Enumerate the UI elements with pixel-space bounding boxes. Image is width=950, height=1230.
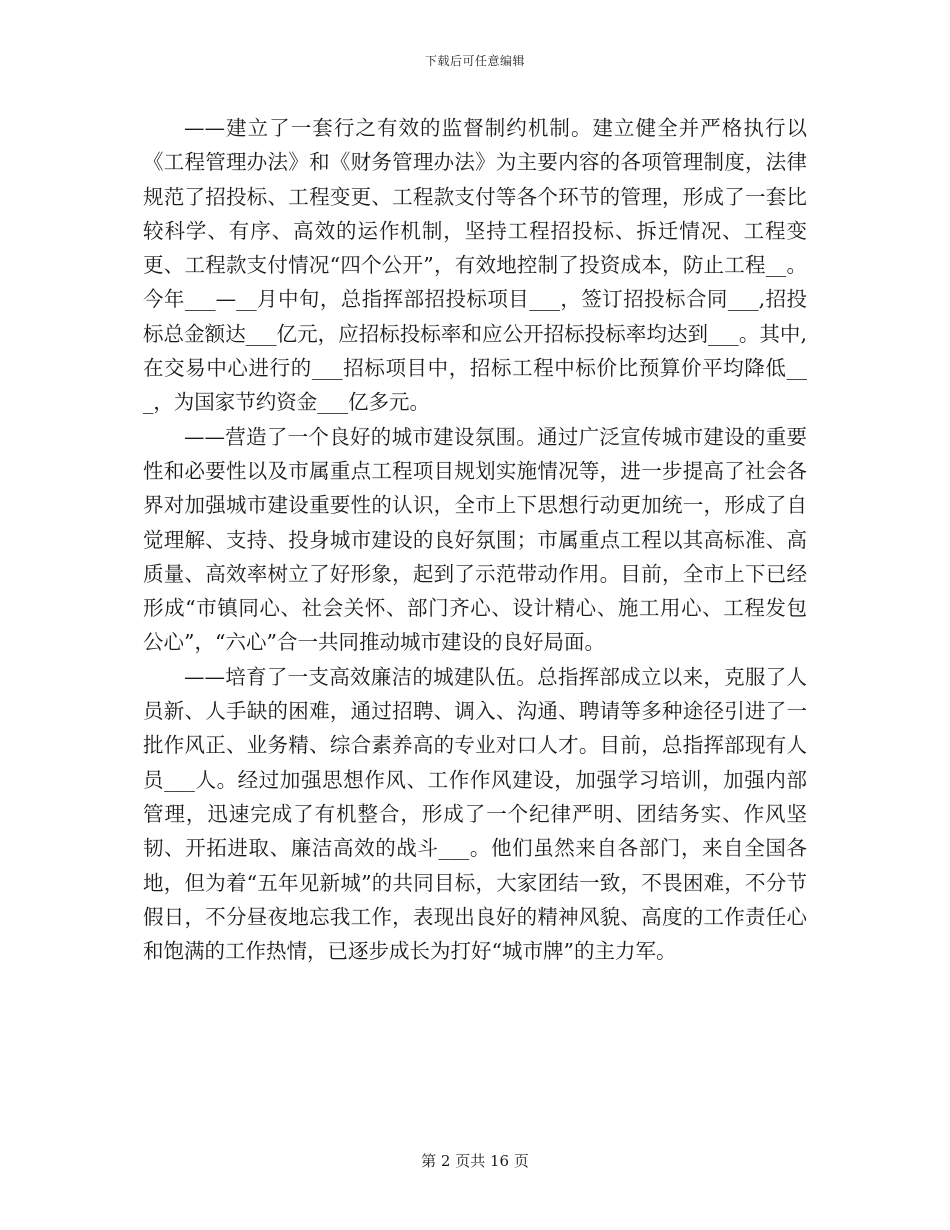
- document-body: [143, 111, 807, 968]
- page-header: 下载后可任意编辑: [424, 54, 525, 68]
- page-footer-page-number: 第 2 页共 16 页: [421, 1152, 529, 1170]
- paragraph-construction-atmosphere: ——营造了一个良好的城市建设氛围。通过广泛宣传城市建设的重要性和必要性以及市属重点工程项目规划实施情况等，进一步提高了社会各界对加强城市建设重要性的认识，全市上下思想行动更加统一，形成了自觉理解、支持、投身城市建设的良好氛围；市属重点工程以其高标准、高质量、高效率树立了好形象，起到了示范带动作用。目前，全市上下已经形成“市镇同心、社会关怀、部门齐心、设计精心、施工用心、工程发包公心”，“六心”合一共同推动城市建设的良好局面。: [143, 424, 807, 655]
- paragraph-construction-team: ——培育了一支高效廉洁的城建队伍。总指挥部成立以来，克服了人员新、人手缺的困难，通过招聘、调入、沟通、聘请等多种途径引进了一批作风正、业务精、综合素养高的专业对口人才。目前，总指挥部现有人员___人。经过加强思想作风、工作作风建设，加强学习培训，加强内部管理，迅速完成了有机整合，形成了一个纪律严明、团结务实、作风坚韧、开拓进取、廉洁高效的战斗___。他们虽然来自各部门，来自全国各地，但为着“五年见新城”的共同目标，大家团结一致，不畏困难，不分节假日，不分昼夜地忘我工作，表现出良好的精神风貌、高度的工作责任心和饱满的工作热情，已逐步成长为打好“城市牌”的主力军。: [143, 664, 807, 964]
- paragraph-supervision-mechanism: ——建立了一套行之有效的监督制约机制。建立健全并严格执行以《工程管理办法》和《财务管理办法》为主要内容的各项管理制度，法律规范了招投标、工程变更、工程款支付等各个环节的管理，形成了一套比较科学、有序、高效的运作机制，坚持工程招投标、拆迁情况、工程变更、工程款支付情况“四个公开”，有效地控制了投资成本，防止工程__。今年___—__月中旬，总指挥部招投标项目___，签订招投标合同___,招投标总金额达___亿元，应招标投标率和应公开招标投标率均达到___。其中,在交易中心进行的___招标项目中，招标工程中标价比预算价平均降低___，为国家节约资金___亿多元。: [143, 116, 807, 415]
